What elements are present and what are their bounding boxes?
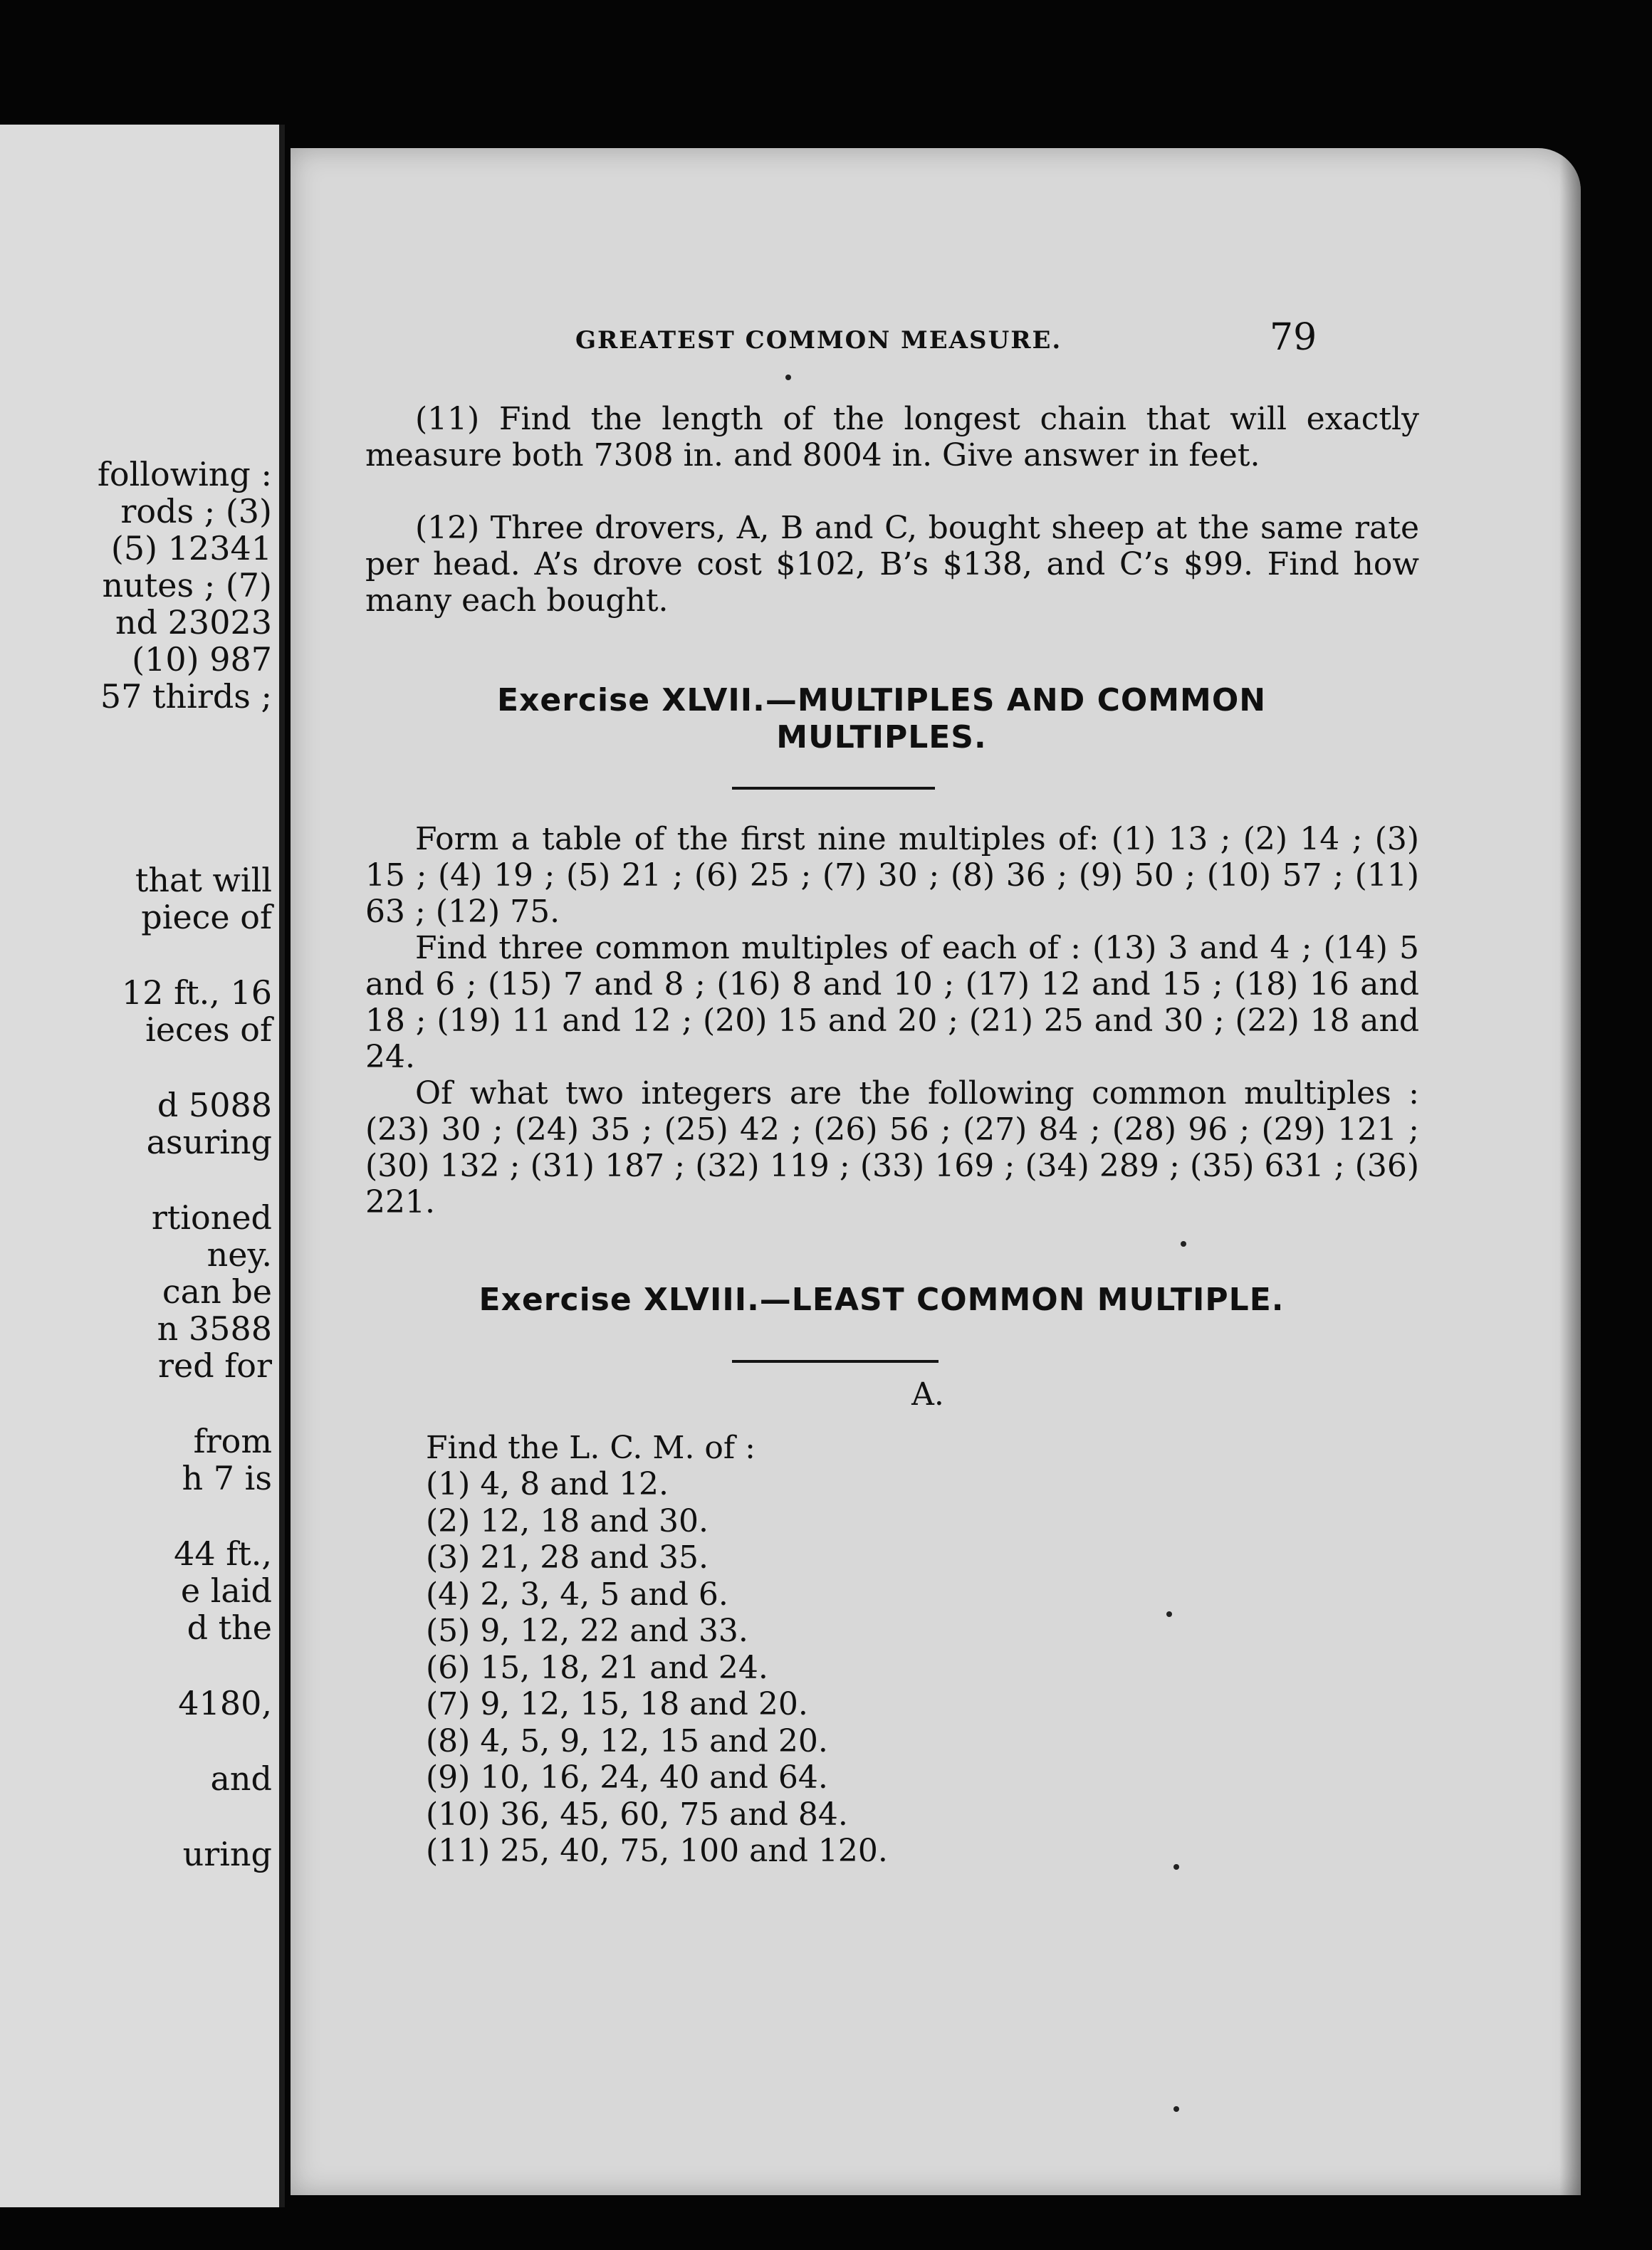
left-fragment-line: ieces of — [145, 1010, 272, 1049]
problem-12: (12) Three drovers, A, B and C, bought sheep at the same rate per head. A’s drove cost $102, B’s $138, and C’s $99. Find how many each bought. — [365, 510, 1419, 619]
left-fragment-line: uring — [182, 1835, 272, 1873]
left-page-fragment — [0, 125, 285, 2207]
scan-speck — [1181, 1241, 1186, 1247]
left-fragment-line: red for — [158, 1346, 272, 1385]
left-fragment-line: can be — [162, 1272, 272, 1311]
list-item: (2) 12, 18 and 30. — [426, 1502, 709, 1539]
lcm-intro: Find the L. C. M. of : — [426, 1430, 756, 1466]
left-fragment-line: 4180, — [178, 1684, 272, 1722]
left-fragment-line: n 3588 — [157, 1309, 272, 1348]
left-fragment-line: (5) 12341 — [110, 529, 272, 567]
exercise-47-common-multiples: Find three common multiples of each of : (13) 3 and 4 ; (14) 5 and 6 ; (15) 7 and 8 ; (16) 8 and 10 ; (17) 12 and 15 ; (18) 16 and 18 ; (19) 11 and 12 ; (20) 15 and 20 ; (21) 25 and 30 ; (22) 18 and 24. — [365, 930, 1419, 1075]
list-item: (10) 36, 45, 60, 75 and 84. — [426, 1796, 848, 1833]
left-fragment-line: asuring — [146, 1123, 272, 1161]
list-item: (5) 9, 12, 22 and 33. — [426, 1613, 748, 1649]
left-fragment-line: piece of — [141, 898, 272, 936]
list-item: (6) 15, 18, 21 and 24. — [426, 1649, 768, 1686]
left-fragment-line: rods ; (3) — [120, 492, 272, 530]
left-fragment-line: 12 ft., 16 — [121, 973, 272, 1012]
left-fragment-line: d the — [187, 1608, 272, 1647]
list-item: (1) 4, 8 and 12. — [426, 1466, 669, 1502]
scan-speck — [1166, 1611, 1172, 1617]
left-fragment-line: nutes ; (7) — [102, 566, 272, 605]
scan-speck — [785, 375, 791, 380]
list-item: (3) 21, 28 and 35. — [426, 1539, 709, 1576]
left-fragment-line: rtioned — [151, 1198, 272, 1237]
left-fragment-line: ney. — [206, 1235, 272, 1274]
book-page — [291, 148, 1581, 2195]
left-fragment-line: d 5088 — [157, 1086, 272, 1124]
left-fragment-line: h 7 is — [182, 1459, 272, 1497]
list-item: (11) 25, 40, 75, 100 and 120. — [426, 1833, 888, 1869]
list-item: (9) 10, 16, 24, 40 and 64. — [426, 1759, 828, 1796]
left-fragment-line: and — [210, 1759, 272, 1798]
list-item: (4) 2, 3, 4, 5 and 6. — [426, 1576, 728, 1613]
section-a-label: A. — [911, 1376, 944, 1413]
list-item: (8) 4, 5, 9, 12, 15 and 20. — [426, 1722, 828, 1759]
page-number: 79 — [1270, 316, 1317, 359]
left-fragment-line: (10) 987 — [132, 640, 272, 679]
left-fragment-line: 57 thirds ; — [100, 677, 272, 716]
scan-speck — [1173, 1864, 1179, 1870]
left-fragment-line: from — [193, 1422, 272, 1460]
scan-speck — [1173, 2106, 1179, 2112]
left-fragment-line: that will — [135, 861, 272, 899]
exercise-47-multiples: Form a table of the first nine multiples of: (1) 13 ; (2) 14 ; (3) 15 ; (4) 19 ; (5) 21 ; (6) 25 ; (7) 30 ; (8) 36 ; (9) 50 ; (10) 57 ; (11) 63 ; (12) 75. — [365, 821, 1419, 930]
exercise-48-heading: Exercise XLVIII.—LEAST COMMON MULTIPLE. — [479, 1282, 1285, 1318]
problem-11: (11) Find the length of the longest chain that will exactly measure both 7308 in. and 8004 in. Give answer in feet. — [365, 401, 1419, 473]
exercise-47-heading: Exercise XLVII.—MULTIPLES AND COMMON MULTIPLES. — [496, 682, 1267, 755]
left-fragment-line: 44 ft., — [174, 1534, 272, 1573]
left-fragment-line: nd 23023 — [115, 603, 272, 642]
running-head: GREATEST COMMON MEASURE. — [575, 326, 1062, 355]
lcm-problem-list — [426, 1466, 888, 1870]
divider-rule — [732, 1360, 939, 1363]
list-item: (7) 9, 12, 15, 18 and 20. — [426, 1686, 808, 1722]
left-fragment-line: e laid — [180, 1571, 272, 1610]
divider-rule — [732, 787, 935, 790]
left-fragment-line: following : — [97, 455, 272, 493]
exercise-47-integers: Of what two integers are the following common multiples : (23) 30 ; (24) 35 ; (25) 42 ; (26) 56 ; (27) 84 ; (28) 96 ; (29) 121 ; (30) 132 ; (31) 187 ; (32) 119 ; (33) 169 ; (34) 289 ; (35) 631 ; (36) 221. — [365, 1075, 1419, 1220]
